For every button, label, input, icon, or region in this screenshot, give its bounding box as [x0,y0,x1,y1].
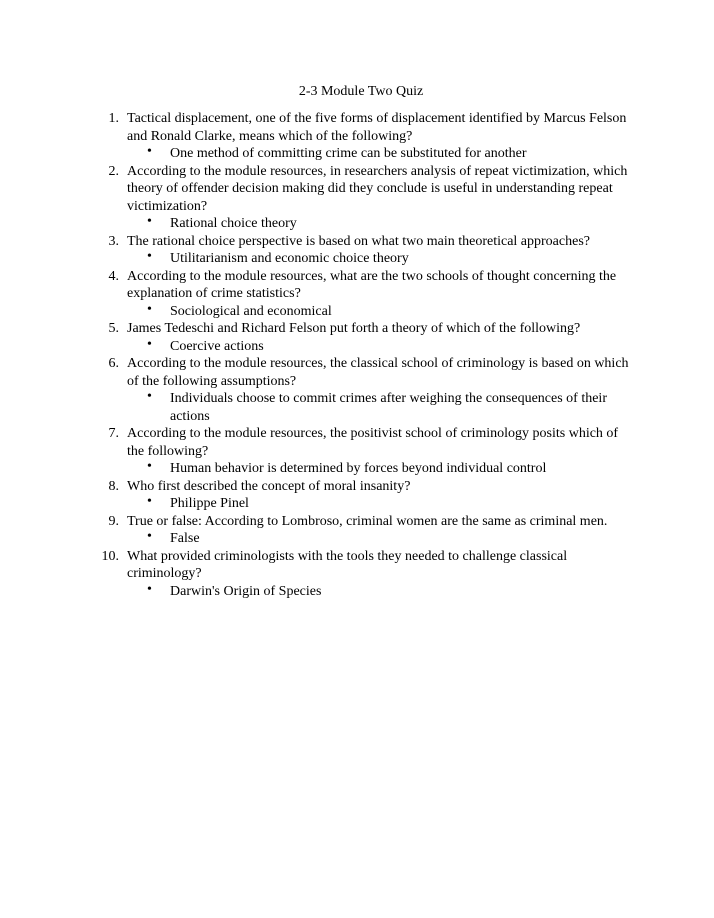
answer-item [127,338,636,356]
bullet-icon: • [147,389,152,404]
question-item [0,268,714,321]
bullet-icon: • [147,336,152,352]
question-number: 1. [108,111,119,126]
question-text: Tactical displacement, one of the five forms of displacement identified by Marcus Felson and Ronald Clarke, means which of the following? [127,111,627,144]
answer-item [127,250,636,268]
answer-text: Human behavior is determined by forces beyond individual control [170,461,547,476]
answer-list [127,215,636,233]
answer-text: One method of committing crime can be substituted for another [170,146,527,161]
bullet-icon: • [147,249,152,264]
bullet-icon: • [147,144,152,159]
answer-list [127,390,636,425]
question-item [0,233,714,268]
question-text: Who first described the concept of moral insanity? [127,478,411,494]
answer-list [127,303,636,321]
question-number: 4. [108,268,119,284]
question-text: James Tedeschi and Richard Felson put forth a theory of which of the following? [127,321,581,336]
question-text: According to the module resources, in researchers analysis of repeat victimization, which theory of offender decision making did they conclude is useful in understanding repeat victimization? [127,163,628,214]
question-text: According to the module resources, the classical school of criminology is based on which of the following assumptions? [127,356,629,389]
question-number: 10. [101,548,119,564]
bullet-icon: • [147,459,152,474]
quiz-question-list [0,110,714,600]
answer-text: Utilitarianism and economic choice theory [170,251,409,266]
answer-text: Sociological and economical [170,303,332,319]
answer-list [127,338,636,356]
answer-text: Darwin's Origin of Species [170,583,322,599]
answer-list [127,530,636,548]
answer-item [127,495,636,513]
question-number: 9. [108,513,119,529]
page-title: 2-3 Module Two Quiz [298,84,424,99]
answer-list [127,145,636,163]
answer-text: Rational choice theory [170,216,297,231]
answer-text: False [170,531,200,546]
question-item [0,513,714,548]
question-item [0,320,714,355]
answer-text: Coercive actions [170,338,264,354]
answer-item [127,390,636,425]
question-number: 5. [108,321,119,336]
answer-item [127,303,636,321]
question-number: 8. [108,478,119,494]
answer-text: Individuals choose to commit crimes after weighing the consequences of their actions [170,391,607,424]
question-text: True or false: According to Lombroso, criminal women are the same as criminal men. [127,513,608,529]
answer-list [127,495,636,513]
question-item [0,110,714,163]
question-item [0,355,714,425]
answer-text: Philippe Pinel [170,496,249,511]
answer-list [127,250,636,268]
bullet-icon: • [147,214,152,229]
question-number: 3. [108,233,119,249]
question-text: According to the module resources, the positivist school of criminology posits which of the following? [127,426,619,459]
answer-item [127,530,636,548]
bullet-icon: • [147,301,152,317]
question-text: The rational choice perspective is based on what two main theoretical approaches? [127,233,590,249]
question-item [0,478,714,513]
question-number: 2. [108,163,119,179]
bullet-icon: • [147,494,152,509]
answer-list [127,583,636,601]
question-text: According to the module resources, what are the two schools of thought concerning the explanation of crime statistics? [127,268,617,301]
question-text: What provided criminologists with the tools they needed to challenge classical criminology? [127,548,568,581]
bullet-icon: • [147,581,152,597]
question-item [0,163,714,233]
answer-item [127,145,636,163]
question-item [0,548,714,601]
answer-item [127,215,636,233]
question-number: 7. [108,426,119,441]
answer-item [127,583,636,601]
question-item [0,425,714,478]
question-number: 6. [108,356,119,371]
bullet-icon: • [147,529,152,544]
answer-item [127,460,636,478]
answer-list [127,460,636,478]
